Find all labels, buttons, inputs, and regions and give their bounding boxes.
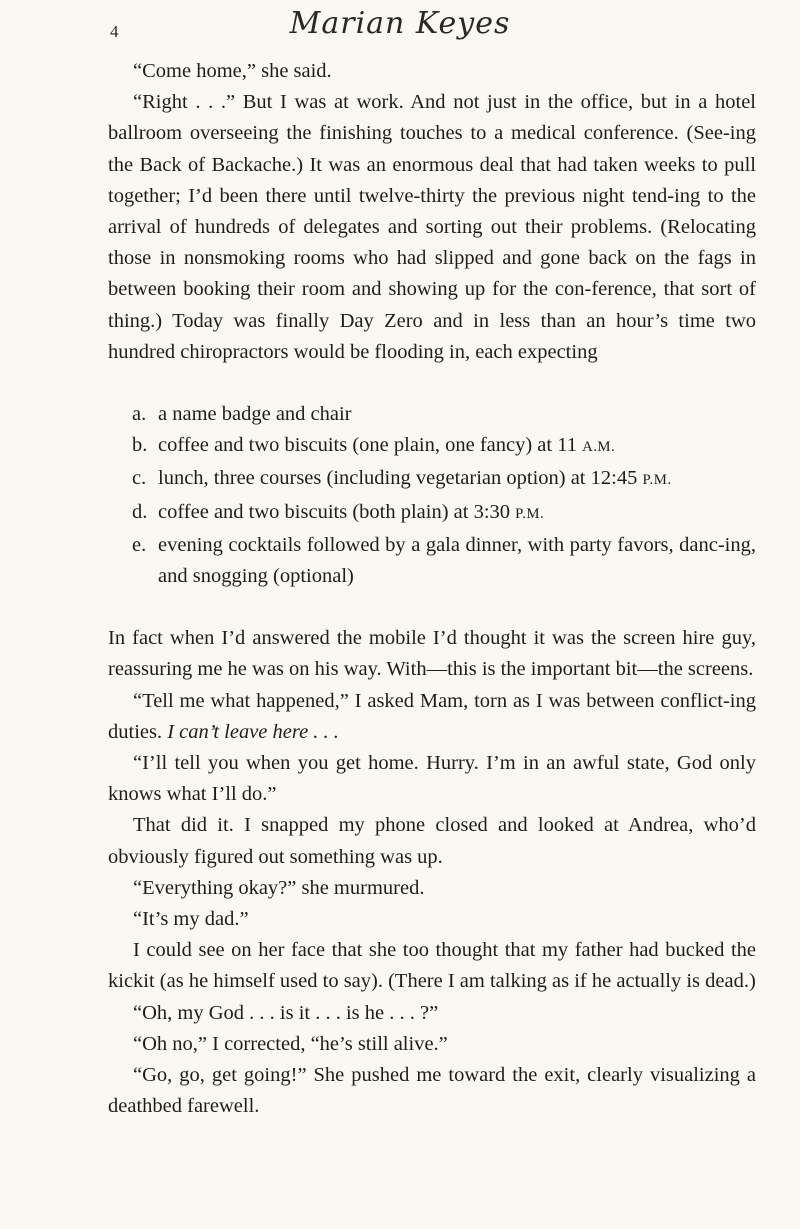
list-marker: b.	[132, 434, 148, 457]
time-suffix: P.M.	[642, 472, 672, 489]
time-suffix: P.M.	[515, 505, 545, 522]
list-item	[108, 497, 756, 530]
paragraph-text: “Tell me what happened,” I asked Mam, torn as I was between conflict-ing duties.	[108, 689, 756, 743]
paragraph: That did it. I snapped my phone closed and looked at Andrea, who’d obviously figured out something was up.	[108, 814, 756, 868]
list-item	[108, 530, 756, 592]
paragraph: “Come home,” she said.	[133, 60, 332, 82]
list-item-text: coffee and two biscuits (one plain, one fancy) at 11	[158, 434, 577, 457]
time-suffix: A.M.	[582, 439, 616, 456]
list-item	[108, 430, 756, 463]
running-head-author: Marian Keyes	[289, 6, 511, 41]
paragraph: “Everything okay?” she murmured.	[133, 876, 425, 899]
paragraph: “Right . . .” But I was at work. And not just in the office, but in a hotel ballroom overseeing the finishing touches to a medical conference. (See-ing the Back of Backache.) It was an enormous deal that had taken weeks to pull together; I’d been there until twelve-thirty the previous night tend-ing to the arrival of hundreds of delegates and sorting out their problems. (Relocating those in nonsmoking rooms who had slipped and gone back on the fags in between booking their room and showing up for the con-ference, that sort of thing.) Today was finally Day Zero and in less than an hour’s time two hundred chiropractors would be flooding in, each expecting	[108, 91, 756, 363]
paragraph	[108, 686, 756, 748]
list-item-text: evening cocktails followed by a gala dinner, with party favors, danc-ing, and snogging (optional)	[158, 533, 756, 588]
list-marker: e.	[132, 533, 147, 556]
list-item	[108, 463, 756, 496]
paragraph: In fact when I’d answered the mobile I’d thought it was the screen hire guy, reassuring me he was on his way. With—this is the important bit—the screens.	[108, 627, 756, 681]
list-marker: c.	[132, 467, 147, 490]
paragraph: I could see on her face that she too thought that my father had bucked the kickit (as he himself used to say). (There I am talking as if he actually is dead.)	[108, 939, 756, 993]
list-item-text: lunch, three courses (including vegetarian option) at 12:45	[158, 467, 638, 490]
page-number: 4	[110, 22, 119, 41]
paragraph: “It’s my dad.”	[133, 908, 249, 931]
italic-thought: I can’t leave here . . .	[167, 720, 339, 743]
list-marker: a.	[132, 403, 147, 426]
paragraph: “Oh no,” I corrected, “he’s still alive.”	[133, 1032, 448, 1055]
expectations-list	[108, 399, 756, 592]
paragraph: “Go, go, get going!” She pushed me toward the exit, clearly visualizing a deathbed farewell.	[108, 1064, 756, 1118]
list-marker: d.	[132, 500, 148, 523]
paragraph: “Oh, my God . . . is it . . . is he . . . ?”	[133, 1001, 439, 1024]
list-item	[108, 399, 756, 430]
list-item-text: a name badge and chair	[158, 403, 352, 426]
page-body	[108, 56, 756, 1123]
list-item-text: coffee and two biscuits (both plain) at 3:30	[158, 500, 511, 523]
paragraph: “I’ll tell you when you get home. Hurry. I’m in an awful state, God only knows what I’ll do.”	[108, 752, 756, 806]
